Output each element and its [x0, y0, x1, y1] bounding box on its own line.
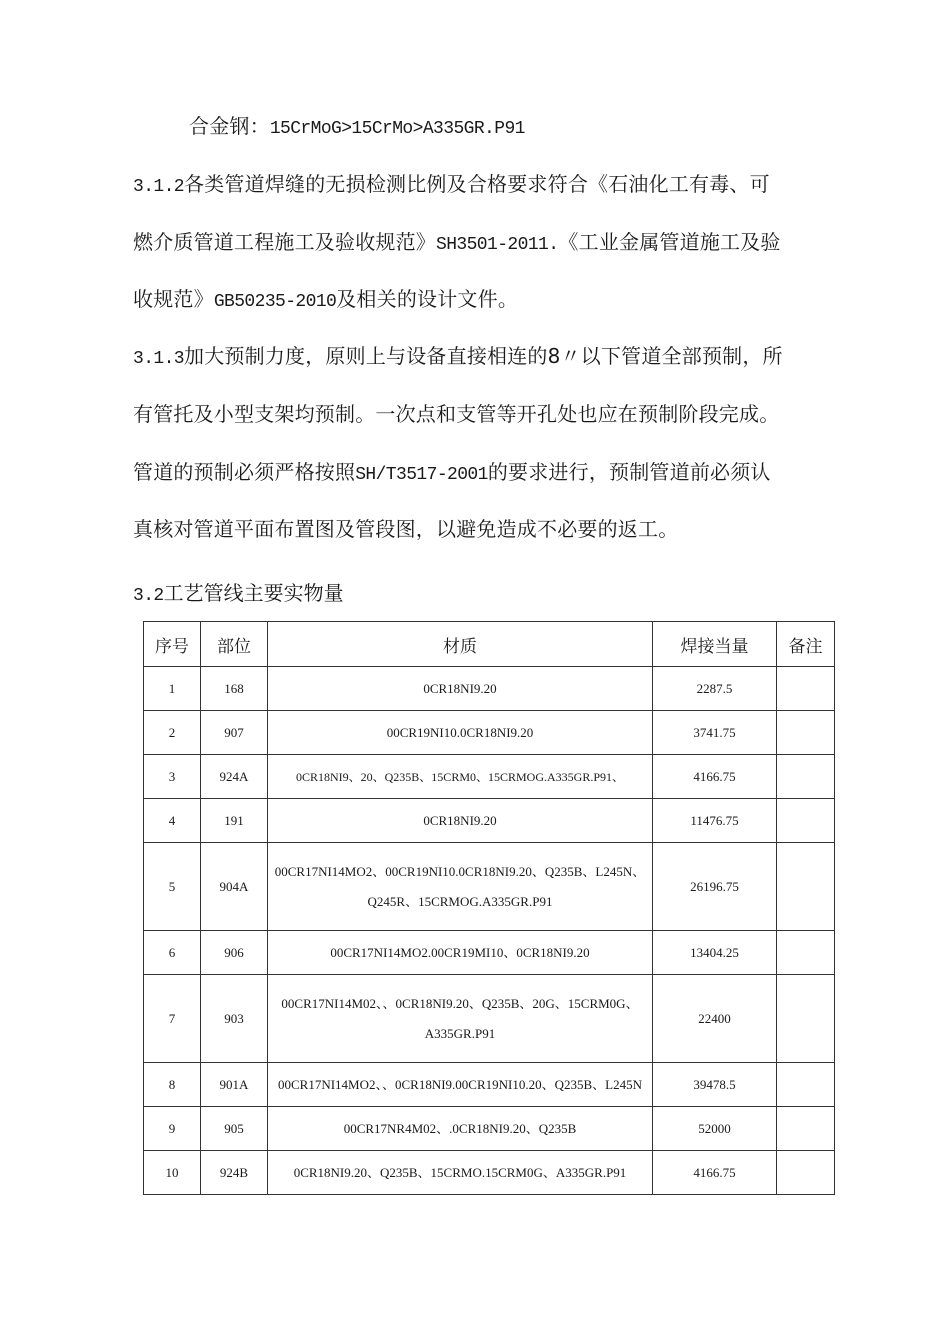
cell-weld: 11476.75	[653, 799, 777, 843]
cell-material	[268, 975, 653, 1063]
material-line: 00CR19NI10.0CR18NI9.20	[386, 724, 534, 740]
cell-note	[777, 1063, 835, 1107]
cell-weld: 52000	[653, 1107, 777, 1151]
table-row	[144, 711, 835, 755]
para-text: 有管托及小型支架均预制。一次点和支管等开孔处也应在预制阶段完成。	[133, 402, 780, 426]
standard-code: SH3501-2011.	[436, 235, 559, 255]
standard-code: SH/T3517-2001	[355, 465, 488, 485]
para-313-line-2	[133, 385, 779, 443]
material-line: 00CR17NI14MO2.00CR19MI10、0CR18NI9.20	[330, 944, 590, 960]
table-row	[144, 667, 835, 711]
cell-note	[777, 1107, 835, 1151]
cell-part: 907	[201, 711, 268, 755]
para-text: 管道的预制必须严格按照	[133, 460, 356, 484]
para-text: 的要求进行，预制管道前必须认	[487, 460, 771, 484]
cell-part: 924B	[201, 1151, 268, 1195]
header-note: 备注	[777, 622, 835, 667]
cell-part: 903	[201, 975, 268, 1063]
header-material: 材质	[268, 622, 653, 667]
section-title: 工艺管线主要实物量	[163, 581, 344, 605]
cell-part: 905	[201, 1107, 268, 1151]
table-row	[144, 799, 835, 843]
cell-material	[268, 799, 653, 843]
material-line: 0CR18NI9.20、Q235B、15CRMO.15CRM0G、A335GR.P91	[293, 1164, 627, 1180]
cell-material	[268, 843, 653, 931]
cell-no: 10	[144, 1151, 201, 1195]
table-row	[144, 1107, 835, 1151]
para-text: 真核对管道平面布置图及管段图，以避免造成不必要的返工。	[133, 517, 679, 541]
standard-code: GB50235-2010	[213, 292, 337, 312]
cell-part: 168	[201, 667, 268, 711]
table-row	[144, 755, 835, 799]
cell-weld: 4166.75	[653, 1151, 777, 1195]
cell-no: 3	[144, 755, 201, 799]
cell-no: 5	[144, 843, 201, 931]
header-no: 序号	[144, 622, 201, 667]
cell-no: 7	[144, 975, 201, 1063]
para-313-line-4	[133, 500, 678, 558]
table-row	[144, 843, 835, 931]
cell-no: 1	[144, 667, 201, 711]
para-312-line-1	[133, 155, 770, 216]
material-line: 0CR18NI9、20、Q235B、15CRM0、15CRMOG.A335GR.P91、	[295, 769, 625, 784]
cell-weld: 26196.75	[653, 843, 777, 931]
alloy-steel-line	[189, 97, 525, 158]
table-row	[144, 975, 835, 1063]
section-3-2-heading	[133, 577, 344, 612]
cell-weld: 13404.25	[653, 931, 777, 975]
para-text: 及相关的设计文件。	[336, 287, 519, 311]
para-text: 《工业金属管道施工及验	[558, 230, 781, 254]
cell-no: 8	[144, 1063, 201, 1107]
alloy-value: 15CrMoG>15CrMo>A335GR.P91	[269, 119, 525, 139]
cell-note	[777, 975, 835, 1063]
cell-weld: 2287.5	[653, 667, 777, 711]
cell-material	[268, 755, 653, 799]
cell-note	[777, 843, 835, 931]
cell-weld: 22400	[653, 975, 777, 1063]
material-line: 00CR17NI14MO2、00CR19NI10.0CR18NI9.20、Q235B、L245N、	[274, 863, 646, 879]
para-text: 8〃以下管道全部预制，所	[547, 344, 783, 368]
cell-note	[777, 711, 835, 755]
para-313-line-1	[133, 327, 783, 388]
material-line: 0CR18NI9.20	[423, 680, 497, 696]
cell-material	[268, 667, 653, 711]
cell-part: 924A	[201, 755, 268, 799]
pipeline-quantity-table	[143, 621, 835, 1195]
table-row	[144, 931, 835, 975]
cell-no: 6	[144, 931, 201, 975]
cell-weld: 3741.75	[653, 711, 777, 755]
cell-part: 906	[201, 931, 268, 975]
para-312-line-2	[133, 213, 781, 274]
cell-no: 9	[144, 1107, 201, 1151]
cell-note	[777, 931, 835, 975]
para-text: 收规范》	[133, 287, 214, 311]
table-row	[144, 1151, 835, 1195]
cell-material	[268, 711, 653, 755]
header-part: 部位	[201, 622, 268, 667]
material-line: Q245R、15CRMOG.A335GR.P91	[367, 893, 553, 909]
material-line: 00CR17NI14MO2、、0CR18NI9.00CR19NI10.20、Q235B、L245N	[277, 1076, 642, 1092]
cell-note	[777, 667, 835, 711]
cell-note	[777, 755, 835, 799]
cell-no: 4	[144, 799, 201, 843]
para-text: 燃介质管道工程施工及验收规范》	[133, 230, 436, 254]
cell-weld: 39478.5	[653, 1063, 777, 1107]
material-line: 0CR18NI9.20	[423, 812, 497, 828]
header-weld-equivalent: 焊接当量	[653, 622, 777, 667]
section-number: 3.1.3	[133, 349, 185, 369]
material-line: 00CR17NI14M02、、0CR18NI9.20、Q235B、20G、15CRM0G、	[281, 995, 639, 1011]
material-line: A335GR.P91	[424, 1025, 496, 1041]
cell-part: 901A	[201, 1063, 268, 1107]
cell-material	[268, 1107, 653, 1151]
para-312-line-3	[133, 270, 518, 331]
table-header-row	[144, 622, 835, 667]
cell-material	[268, 1151, 653, 1195]
para-text: 各类管道焊缝的无损检测比例及合格要求符合《石油化工有毒、可	[184, 172, 770, 196]
material-line: 00CR17NR4M02、.0CR18NI9.20、Q235B	[343, 1120, 577, 1136]
cell-note	[777, 1151, 835, 1195]
alloy-label: 合金钢：	[189, 114, 270, 138]
para-text: 加大预制力度，原则上与设备直接相连的	[184, 344, 548, 368]
cell-material	[268, 931, 653, 975]
cell-material	[268, 1063, 653, 1107]
cell-weld: 4166.75	[653, 755, 777, 799]
section-number: 3.1.2	[133, 177, 185, 197]
cell-part: 191	[201, 799, 268, 843]
table-row	[144, 1063, 835, 1107]
cell-part: 904A	[201, 843, 268, 931]
section-number: 3.2	[133, 586, 164, 606]
cell-note	[777, 799, 835, 843]
cell-no: 2	[144, 711, 201, 755]
para-313-line-3	[133, 443, 771, 504]
